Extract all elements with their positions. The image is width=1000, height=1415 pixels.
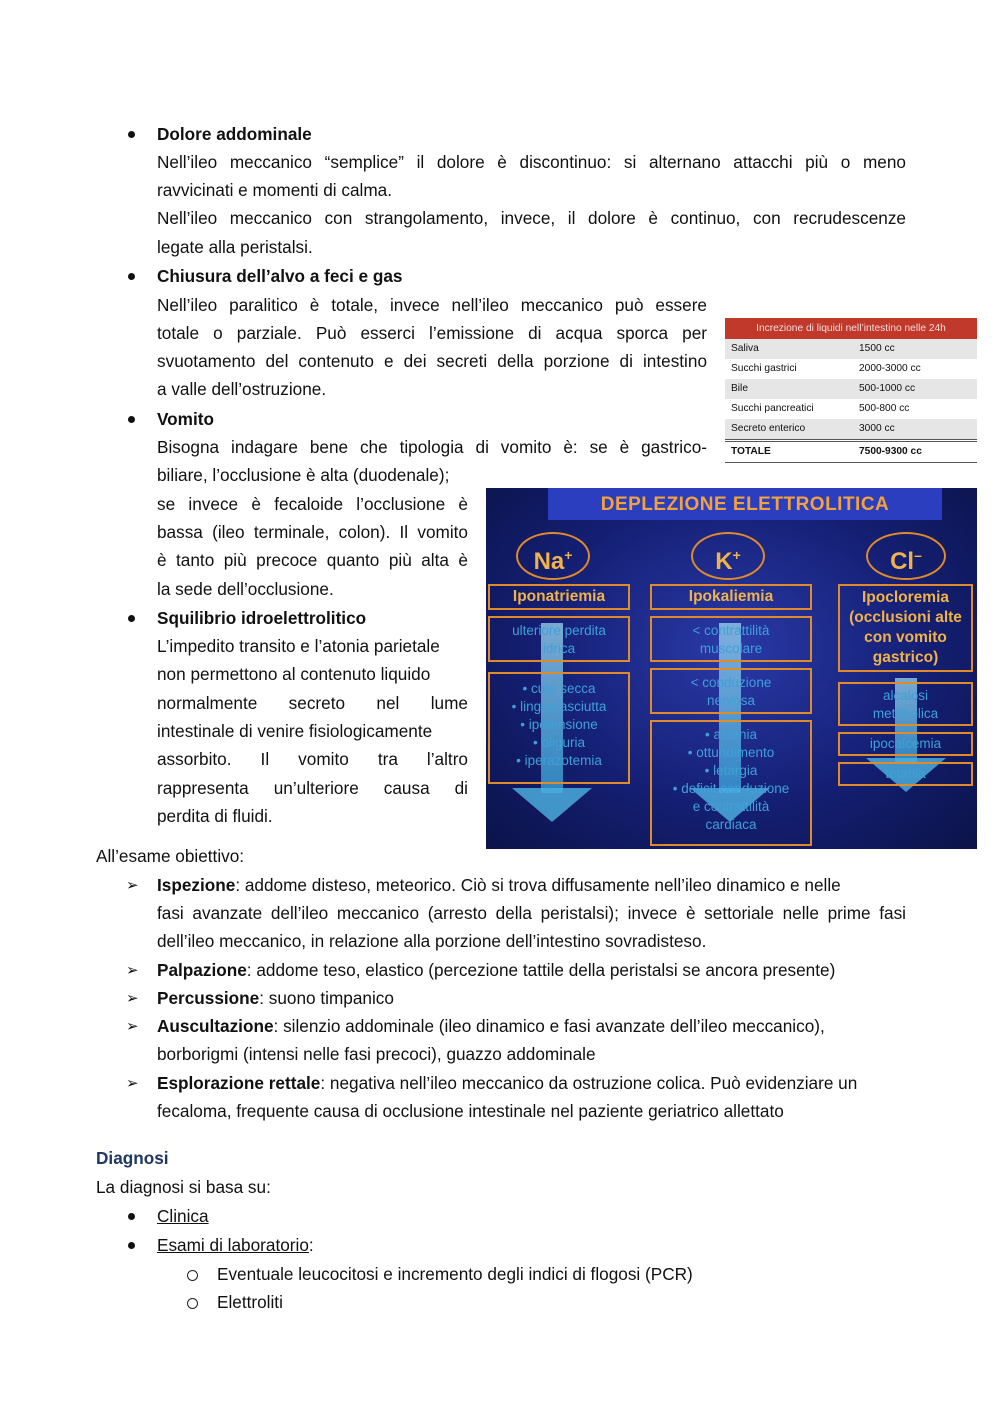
diagnosi-esami: Esami di laboratorio (157, 1235, 309, 1255)
diagnosi-heading: Diagnosi (96, 1148, 169, 1168)
table-total-row (725, 439, 977, 463)
table-title: Increzione di liquidi nell’intestino nelle 24h (725, 318, 977, 339)
bullet (128, 416, 135, 423)
diagnosi-esami-line (157, 1231, 314, 1259)
ion-charge: + (564, 547, 573, 563)
table-cell: Succhi gastrici (731, 363, 797, 374)
table-cell: Succhi pancreatici (731, 403, 814, 414)
esame-item-line: fasi avanzate dell’ileo meccanico (arresto della peristalsi); invece è settoriale nelle prime fasi (157, 903, 906, 923)
bullet (128, 1213, 135, 1220)
box-line: < conduzione (690, 675, 772, 690)
ion-symbol: K (715, 548, 733, 575)
ion-symbol: Cl (890, 548, 915, 575)
chiusura-text-line: a valle dell’ostruzione. (157, 379, 327, 399)
diagnosi-sub-item: Eventuale leucocitosi e incremento degli indici di flogosi (PCR) (217, 1264, 693, 1284)
vomito-text-line: bassa (ileo terminale, colon). Il vomito (157, 522, 468, 542)
cl-header (838, 584, 973, 672)
dolore-text-line: Nell’ileo meccanico con strangolamento, invece, il dolore è continuo, con recrudescenze (157, 208, 906, 228)
k-header: Ipokaliemia (650, 584, 812, 610)
table-cell: TOTALE (731, 446, 771, 457)
vomito-text-line: è tanto più precoce quanto più alta è (157, 550, 468, 570)
cl-box: ipocalcemia (838, 732, 973, 756)
squilibrio-text-line: intestinale di venire fisiologicamente (157, 721, 433, 741)
table-cell: 1500 cc (859, 343, 895, 354)
arrow-head (512, 788, 592, 822)
vomito-text-line: se invece è fecaloide l’occlusione è (157, 494, 468, 514)
table-cell: 500-800 cc (859, 403, 910, 414)
box-line: < contrattilità (692, 623, 770, 638)
bullet (128, 615, 135, 622)
esame-intro: All’esame obiettivo: (96, 846, 245, 866)
box-line: • ottundimento (687, 745, 775, 760)
box-line: muscolare (699, 641, 763, 656)
esame-item-line (157, 984, 394, 1012)
ion-symbol: Na (533, 548, 565, 575)
esame-item-line (157, 956, 835, 984)
arrow-bullet-icon: ➢ (126, 1075, 139, 1092)
table-row (725, 419, 977, 439)
cl-header-line: Ipocloremia (862, 589, 949, 606)
diagnosi-colon: : (308, 1235, 314, 1255)
bullet (128, 273, 135, 280)
box-line: ulteriore perdita (512, 623, 606, 638)
esame-text: : negativa nell’ileo meccanico da ostruzione colica. Può evidenziare un (320, 1073, 858, 1093)
box-line: alcalosi (882, 688, 929, 703)
esame-text: : addome disteso, meteorico. Ciò si trova diffusamente nell’ileo dinamico e nelle (235, 875, 841, 895)
ion-charge: + (732, 547, 741, 563)
ion-cl (866, 532, 946, 580)
esame-item-line (157, 1012, 906, 1040)
box-line: • letargia (704, 763, 758, 778)
k-box (650, 616, 812, 662)
box-line: • oliguria (532, 735, 585, 750)
box-line: idrica (542, 641, 576, 656)
table-row (725, 359, 977, 379)
vomito-title: Vomito (157, 409, 214, 429)
squilibrio-text-line: assorbito. Il vomito tra l’altro (157, 749, 468, 769)
dolore-text-line: Nell’ileo meccanico “semplice” il dolore è discontinuo: si alternano attacchi più o meno (157, 152, 906, 172)
box-line: • lingua asciutta (511, 699, 607, 714)
esame-term: Esplorazione rettale (157, 1073, 321, 1093)
squilibrio-text-line: non permettono al contenuto liquido (157, 664, 431, 684)
esame-text: : suono timpanico (259, 988, 394, 1008)
vomito-text-line: biliare, l’occlusione è alta (duodenale); (157, 465, 450, 485)
diagnosi-clinica: Clinica (157, 1206, 209, 1226)
squilibrio-text-line: rappresenta un’ulteriore causa di (157, 778, 468, 798)
cl-header-line: con vomito (864, 629, 947, 646)
box-line: • iperazotemia (516, 753, 602, 768)
table-cell: 2000-3000 cc (859, 363, 921, 374)
table-cell: 3000 cc (859, 423, 895, 434)
sub-bullet-icon (187, 1270, 198, 1281)
na-box (488, 616, 630, 662)
box-line: • deficit conduzione (672, 781, 790, 796)
k-box (650, 668, 812, 714)
table-cell: Bile (731, 383, 748, 394)
cl-header-line: gastrico) (872, 649, 939, 666)
squilibrio-text-line: perdita di fluidi. (157, 806, 273, 826)
diagnosi-sub-item: Elettroliti (217, 1292, 283, 1312)
box-line: metabolica (872, 706, 939, 721)
esame-line-wrap (157, 1012, 825, 1040)
esame-term: Ispezione (157, 875, 236, 895)
electrolyte-slide (486, 488, 977, 849)
esame-item-line: borborigmi (intensi nelle fasi precoci), guazzo addominale (157, 1044, 596, 1064)
squilibrio-title: Squilibrio idroelettrolitico (157, 608, 367, 628)
vomito-text-line: Bisogna indagare bene che tipologia di vomito è: se è gastrico- (157, 437, 707, 457)
ion-k (691, 532, 765, 580)
na-box (488, 672, 630, 784)
esame-item-line (157, 871, 841, 899)
dolore-text-line: ravvicinati e momenti di calma. (157, 180, 392, 200)
esame-item-line: fecaloma, frequente causa di occlusione intestinale nel paziente geriatrico allettato (157, 1101, 784, 1121)
cl-box (838, 682, 973, 726)
table-cell: 500-1000 cc (859, 383, 916, 394)
chiusura-text-line: svuotamento del contenuto e dei secreti della porzione di intestino (157, 351, 707, 371)
esame-term: Auscultazione (157, 1016, 274, 1036)
box-line: • cute secca (522, 681, 596, 696)
fluid-table (725, 318, 977, 463)
table-row (725, 399, 977, 419)
arrow-bullet-icon: ➢ (126, 1018, 139, 1035)
dolore-title: Dolore addominale (157, 124, 312, 144)
box-line: nervosa (706, 693, 756, 708)
ion-na (516, 532, 590, 580)
ion-charge: – (914, 547, 922, 563)
slide-title: DEPLEZIONE ELETTROLITICA (548, 488, 942, 520)
cl-box: tetania (838, 762, 973, 786)
esame-term: Palpazione (157, 960, 247, 980)
chiusura-text-line: Nell’ileo paralitico è totale, invece nell’ileo meccanico può essere (157, 295, 707, 315)
arrow-bullet-icon: ➢ (126, 962, 139, 979)
vomito-text-line: la sede dell’occlusione. (157, 579, 334, 599)
esame-text: : addome teso, elastico (percezione tattile della peristalsi se ancora presente) (246, 960, 836, 980)
esame-item-line: dell’ileo meccanico, in relazione alla porzione dell’intestino sovradisteso. (157, 931, 707, 951)
table-row (725, 379, 977, 399)
esame-text: : silenzio addominale (ileo dinamico e fasi avanzate dell’ileo meccanico), (273, 1016, 825, 1036)
box-line: • ipotensione (520, 717, 598, 732)
k-box (650, 720, 812, 846)
chiusura-title: Chiusura dell’alvo a feci e gas (157, 266, 403, 286)
diagnosi-intro: La diagnosi si basa su: (96, 1177, 271, 1197)
table-cell: 7500-9300 cc (859, 446, 922, 457)
table-cell: Secreto enterico (731, 423, 806, 434)
squilibrio-text-line: normalmente secreto nel lume (157, 693, 468, 713)
box-line: e contrattilità (692, 799, 770, 814)
box-line: cardiaca (705, 817, 757, 832)
table-cell: Saliva (731, 343, 759, 354)
chiusura-text-line: totale o parziale. Può esserci l’emissione di acqua sporca per (157, 323, 707, 343)
arrow-bullet-icon: ➢ (126, 990, 139, 1007)
esame-term: Percussione (157, 988, 260, 1008)
bullet (128, 1242, 135, 1249)
box-line: • astenia (704, 727, 757, 742)
na-header: Iponatriemia (488, 584, 630, 610)
sub-bullet-icon (187, 1298, 198, 1309)
bullet (128, 131, 135, 138)
squilibrio-text-line: L’impedito transito e l’atonia parietale (157, 636, 440, 656)
esame-item-line (157, 1069, 857, 1097)
cl-header-line: (occlusioni alte (849, 609, 962, 626)
arrow-bullet-icon: ➢ (126, 877, 139, 894)
dolore-text-line: legate alla peristalsi. (157, 237, 313, 257)
table-row (725, 339, 977, 359)
